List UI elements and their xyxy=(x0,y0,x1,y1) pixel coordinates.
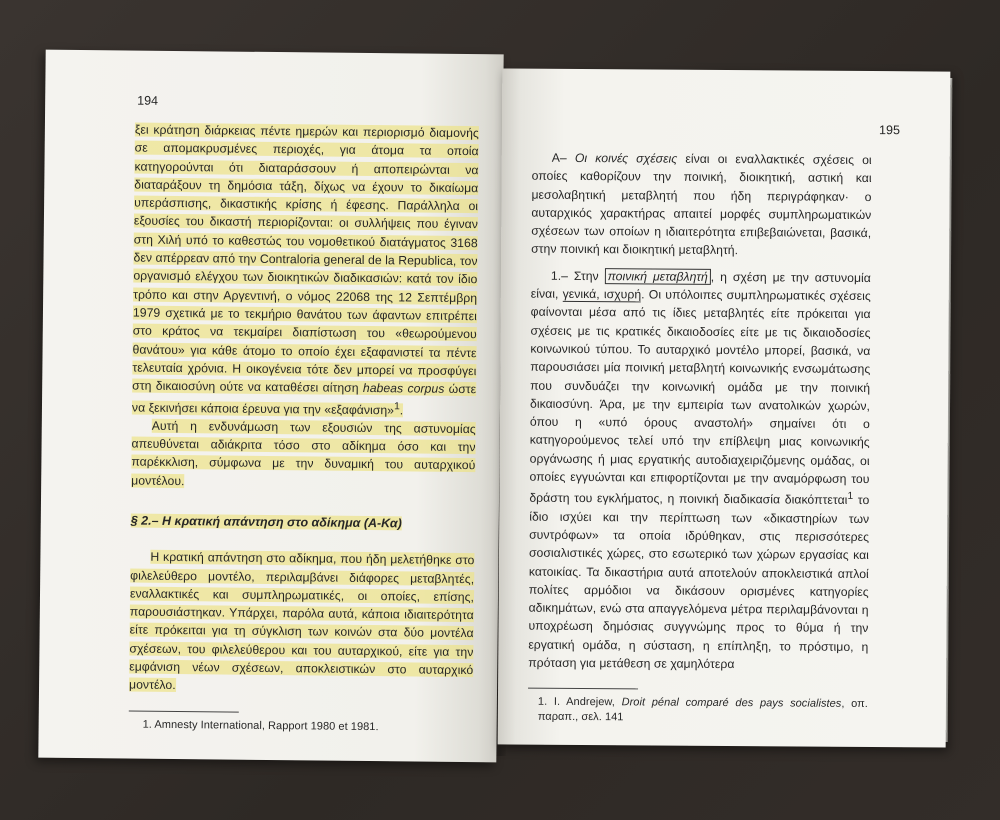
paragraph-text: το ίδιο ισχύει και την περίπτωση των «δικαστηρίων των συντρόφων» τα οποία ιδρύθηκαν, στις περισσότερες σοσιαλιστικές χώρες, στο εσωτερικό των χώρων εργασίας και κατοικίας. Τα δικαστήρια αυτά αποτελούν αποκλειστικά απλοί πολίτες αρμόδιοι να δικάσουν ορισμένες κατηγορίες αδικημάτων, ενώ στα απαγγελόμενα μέτρα περιλαμβάνονται η υποχρέωση δημόσιας συγγνώμης προς το θύμα ή την εργατική ομάδα, η σύσταση, η επίπληξη, το πρόστιμο, η πρόταση για μετάθεση σε χαμηλότερα xyxy=(528,493,870,672)
footnote-right xyxy=(528,695,868,727)
footnote-text: , οπ. παραπ., σελ. 141 xyxy=(537,698,868,724)
page-number-left: 194 xyxy=(137,93,159,108)
italic-term: habeas corpus xyxy=(362,381,445,396)
paragraph-lead: 1.– Στην xyxy=(550,268,605,283)
boxed-term: ποινική μεταβλητή xyxy=(605,268,711,285)
left-paragraph-3 xyxy=(129,548,475,698)
underlined-term: γενικά, ισχυρή xyxy=(562,286,642,302)
highlighted-text: Αυτή η ενδυνάμωση των εξουσιών της αστυνομίας απευθύνεται αδιάκριτα τόσο στο αδίκημα όσο και την παρέκκλιση, σύμφωνα με την δυναμική του αυταρχικού μοντέλου. xyxy=(131,418,476,488)
paragraph-text: ξει κράτηση διάρκειας πέντε ημερών και περιορισμό διαμονής σε απομακρυσμένες περιοχές, για άτομα τα οποία κατηγορούνται ότι διαταράσσουν ή αποπειρώνται να διαταράξουν τη δημόσια τάξη, δίχως να έχουν το δικαίωμα υπεράσπισης, δικαστικής κρίσης ή έφεσης. Παράλληλα οι εξουσίες του δικαστή περιορίζονται: οι συλλήψεις που έγιναν στη Χιλή υπό το καθεστώς του νομοθετικού διατάγματος 3168 δεν απέρρεαν από την Contraloria general de la Republica, τον οργανισμό ελέγχου των διοικητικών διαδικασιών: κατά τον ίδιο τρόπο και στην Αργεντινή, ο νόμος 22068 της 12 Σεπτέμβρη 1979 σχετικά με το τεκμήριο θανάτου των άφαντων επιτρέπει στο κράτος να τεκμαίρει διαπίστωση του «θεωρούμενου θανάτου» για κάθε άτομο το οποίο έχει εξαφανιστεί τα πέντε τελευταία χρόνια. Η οικογένεια τότε δεν μπορεί να προσφύγει στη δικαιοσύνη ούτε να καταθέσει αίτηση xyxy=(132,122,479,396)
right-page-text xyxy=(528,149,872,728)
right-paragraph-2 xyxy=(528,266,871,674)
section-heading xyxy=(131,512,475,534)
italic-term: Οι κοινές σχέσεις xyxy=(574,150,678,166)
footnote-title: Droit pénal comparé des pays socialistes xyxy=(621,696,842,711)
paragraph-text: . Οι υπόλοιπες συμπληρωματικές σχέσεις φαίνονται μέσα από τις ίδιες μεταβλητές είτε πρόκειται για σχέσεις με τις κρατικές δικαιοδοσίες είτε με τις δικαιοδοσίες κοινωνικού τύπου. Το αυταρχικό μοντέλο μπορεί, βασικά, να παρουσιάσει μία ποινική μεταβλητή κοινωνικής ενσωμάτωσης που συνδυάζει την κοινωνική ομάδα με την ποινική δικαιοσύνη. Άρα, με την εμπειρία των ανατολικών χωρών, όπου η «υπό όρους αναστολή» σημαίνει ότι ο κατηγορούμενος τελεί υπό την επίβλεψη μιας κοινωνικής οργάνωσης ή μιας εργατικής αυτοδιαχειριζόμενης ομάδας, οι οποίες εγγυώνται και επιφορτίζονται με την αναμόρφωση του δράστη του εγκλήματος, η ποινική διαδικασία διακόπτεται xyxy=(529,287,871,508)
highlighted-text: Η κρατική απάντηση στο αδίκημα, που ήδη μελετήθηκε στο φιλελεύθερο μοντέλο, περιλαμβάνει διάφορες μεταβλητές, εναλλακτικές και συμπληρωματικές, οι οποίες, επίσης, παρουσιάστηκαν. Υπάρχει, παρόλα αυτά, κάποια ιδιαιτερότητα είτε πρόκειται για τη σύγκλιση των κοινών στα δύο μοντέλα σχέσεων, του φιλελεύθερου και του αυταρχικού, είτε για την εμφάνιση νέων σχέσεων, αποκλειστικών στο αυταρχικό μοντέλο. xyxy=(128,550,475,693)
footnote-text: 1. I. Andrejew, xyxy=(537,696,622,709)
footnote-left: 1. Amnesty International, Rapport 1980 et 1981. xyxy=(142,718,379,733)
left-paragraph-2 xyxy=(131,416,476,493)
page-number-right: 195 xyxy=(879,123,900,138)
footnote-ref: 1 xyxy=(847,491,854,503)
highlighted-heading: § 2.– Η κρατική απάντηση στο αδίκημα (Α-Κα) xyxy=(130,513,402,531)
left-page xyxy=(38,50,503,763)
footnote-rule xyxy=(528,688,638,690)
paragraph-text: . xyxy=(399,402,404,417)
right-paragraph-1 xyxy=(531,149,872,261)
paragraph-lead: Α– xyxy=(551,150,575,165)
paragraph-text: είναι οι εναλλακτικές σχέσεις οι οποίες καθορίζουν την ποινική, διοικητική, αστική και μεσολαβητική μεταβλητή που ήδη περιγράφηκαν· ο αυταρχικός χαρακτήρας απαιτεί μορφές συμπληρωματικών σχέσεων των οποίων η ιδιαιτερότητα επιβεβαιώνεται, βασικά, στην ποινική και διοικητική μεταβλητή. xyxy=(531,151,872,258)
right-page xyxy=(498,68,951,747)
left-paragraph-1 xyxy=(132,121,479,420)
paragraph-text: , η σχέση με την αστυνομία είναι, xyxy=(530,269,871,301)
paragraph-text: ώστε να ξεκινήσει κάποια έρευνα για την «εξαφάνιση» xyxy=(131,381,477,417)
highlighted-text xyxy=(132,123,479,417)
footnote-ref: 1 xyxy=(394,400,400,412)
left-page-text xyxy=(129,121,479,736)
footnote-rule xyxy=(129,710,239,712)
